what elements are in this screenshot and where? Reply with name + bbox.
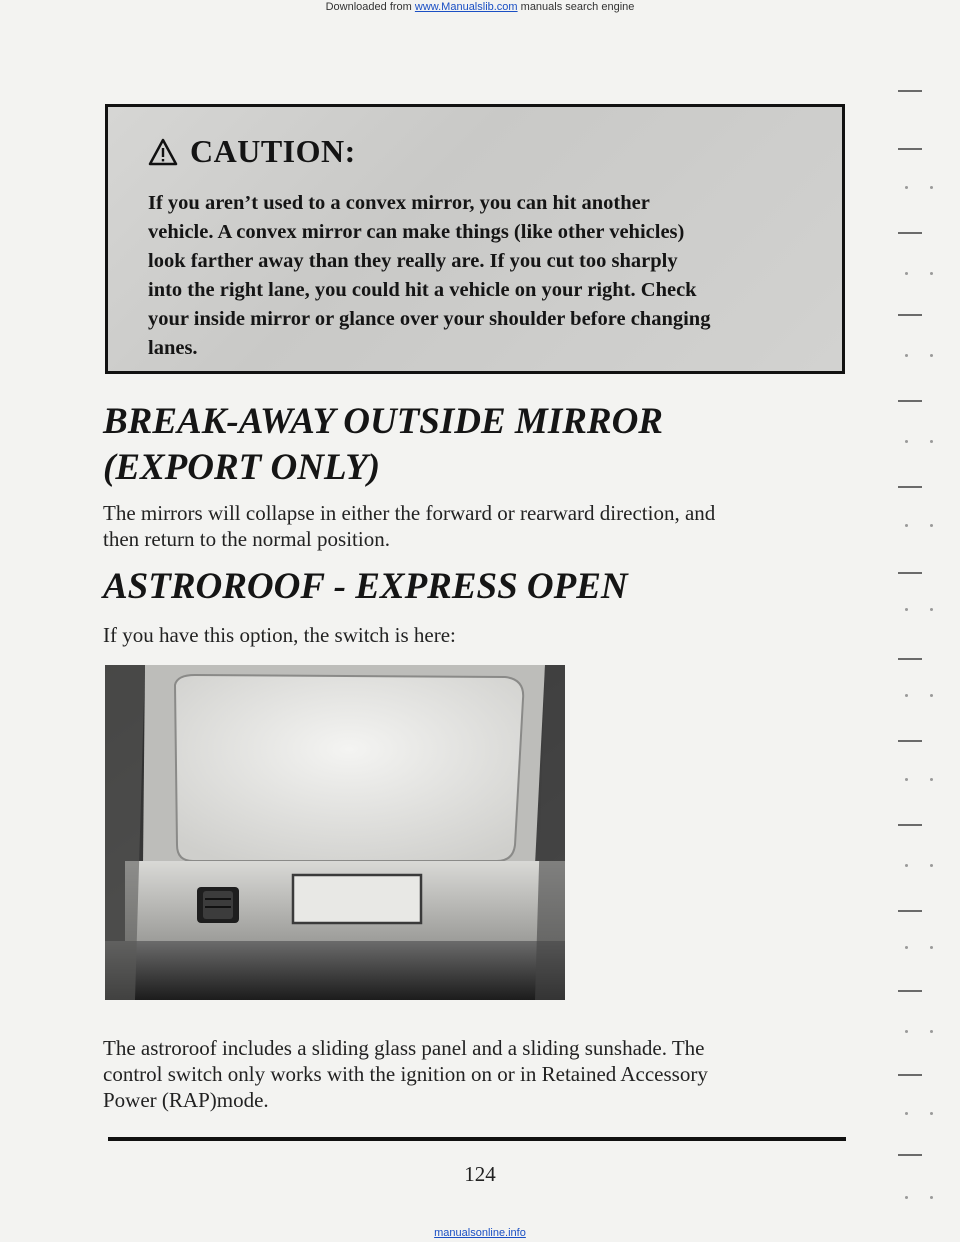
astroroof-switch-photo (105, 665, 565, 1000)
margin-dot (930, 1030, 933, 1033)
caution-text (148, 189, 808, 363)
margin-dot (930, 272, 933, 275)
margin-dot (905, 778, 908, 781)
margin-dot (930, 354, 933, 357)
margin-dot (905, 1030, 908, 1033)
paragraph-line: then return to the normal position. (103, 527, 390, 551)
margin-mark (898, 990, 922, 992)
caution-title: CAUTION: (190, 133, 356, 169)
margin-dot (905, 608, 908, 611)
margin-dot (930, 946, 933, 949)
margin-dot (930, 608, 933, 611)
margin-mark (898, 910, 922, 912)
caution-line: If you aren’t used to a convex mirror, you can hit another (148, 192, 650, 214)
caution-line: lanes. (148, 337, 198, 359)
margin-mark (898, 1154, 922, 1156)
margin-mark (898, 486, 922, 488)
margin-dot (930, 440, 933, 443)
download-source-footer (0, 1226, 960, 1240)
caution-box (105, 104, 845, 374)
margin-dot (905, 524, 908, 527)
margin-dot (905, 946, 908, 949)
manualsonline-link[interactable]: manualsonline.info (434, 1227, 526, 1239)
margin-dot (905, 1196, 908, 1199)
astroroof-paragraph (103, 1035, 833, 1113)
margin-dot (930, 524, 933, 527)
paragraph-line: control switch only works with the ignition on or in Retained Accessory (103, 1062, 708, 1086)
page-number: 124 (464, 1162, 496, 1186)
margin-dot (930, 1196, 933, 1199)
margin-mark (898, 658, 922, 660)
margin-mark (898, 824, 922, 826)
margin-mark (898, 148, 922, 150)
section-heading-break-away: BREAK-AWAY OUTSIDE MIRROR (103, 401, 663, 442)
margin-dot (905, 1112, 908, 1115)
section-heading-export-only: (EXPORT ONLY) (103, 447, 381, 488)
margin-mark (898, 314, 922, 316)
margin-mark (898, 232, 922, 234)
section-heading-astroroof: ASTROROOF - EXPRESS OPEN (103, 566, 628, 607)
margin-mark (898, 1074, 922, 1076)
caution-line: vehicle. A convex mirror can make things (like other vehicles) (148, 221, 685, 243)
caution-line: your inside mirror or glance over your shoulder before changing (148, 308, 711, 330)
mirror-paragraph (103, 500, 843, 552)
paragraph-line: Power (RAP)mode. (103, 1088, 269, 1112)
margin-dot (930, 1112, 933, 1115)
margin-dot (930, 694, 933, 697)
margin-mark (898, 740, 922, 742)
margin-dot (905, 186, 908, 189)
margin-mark (898, 90, 922, 92)
margin-dot (930, 778, 933, 781)
margin-dot (905, 864, 908, 867)
margin-mark (898, 400, 922, 402)
paragraph-line: The mirrors will collapse in either the forward or rearward direction, and (103, 501, 716, 525)
margin-dot (905, 354, 908, 357)
margin-dot (930, 186, 933, 189)
caution-line: look farther away than they really are. If you cut too sharply (148, 250, 678, 272)
header-suffix: manuals search engine (517, 1, 635, 13)
warning-triangle-icon (148, 138, 178, 166)
caution-heading (148, 133, 356, 170)
paragraph-line: The astroroof includes a sliding glass panel and a sliding sunshade. The (103, 1036, 705, 1060)
header-prefix: Downloaded from (325, 1, 415, 13)
margin-dot (930, 864, 933, 867)
download-source-header (0, 0, 960, 14)
margin-mark (898, 572, 922, 574)
margin-dot (905, 694, 908, 697)
footer-rule (108, 1137, 846, 1141)
manualslib-link[interactable]: www.Manualslib.com (414, 1, 518, 13)
margin-dot (905, 440, 908, 443)
margin-dot (905, 272, 908, 275)
astroroof-intro: If you have this option, the switch is here: (103, 623, 456, 647)
caution-line: into the right lane, you could hit a vehicle on your right. Check (148, 279, 697, 301)
